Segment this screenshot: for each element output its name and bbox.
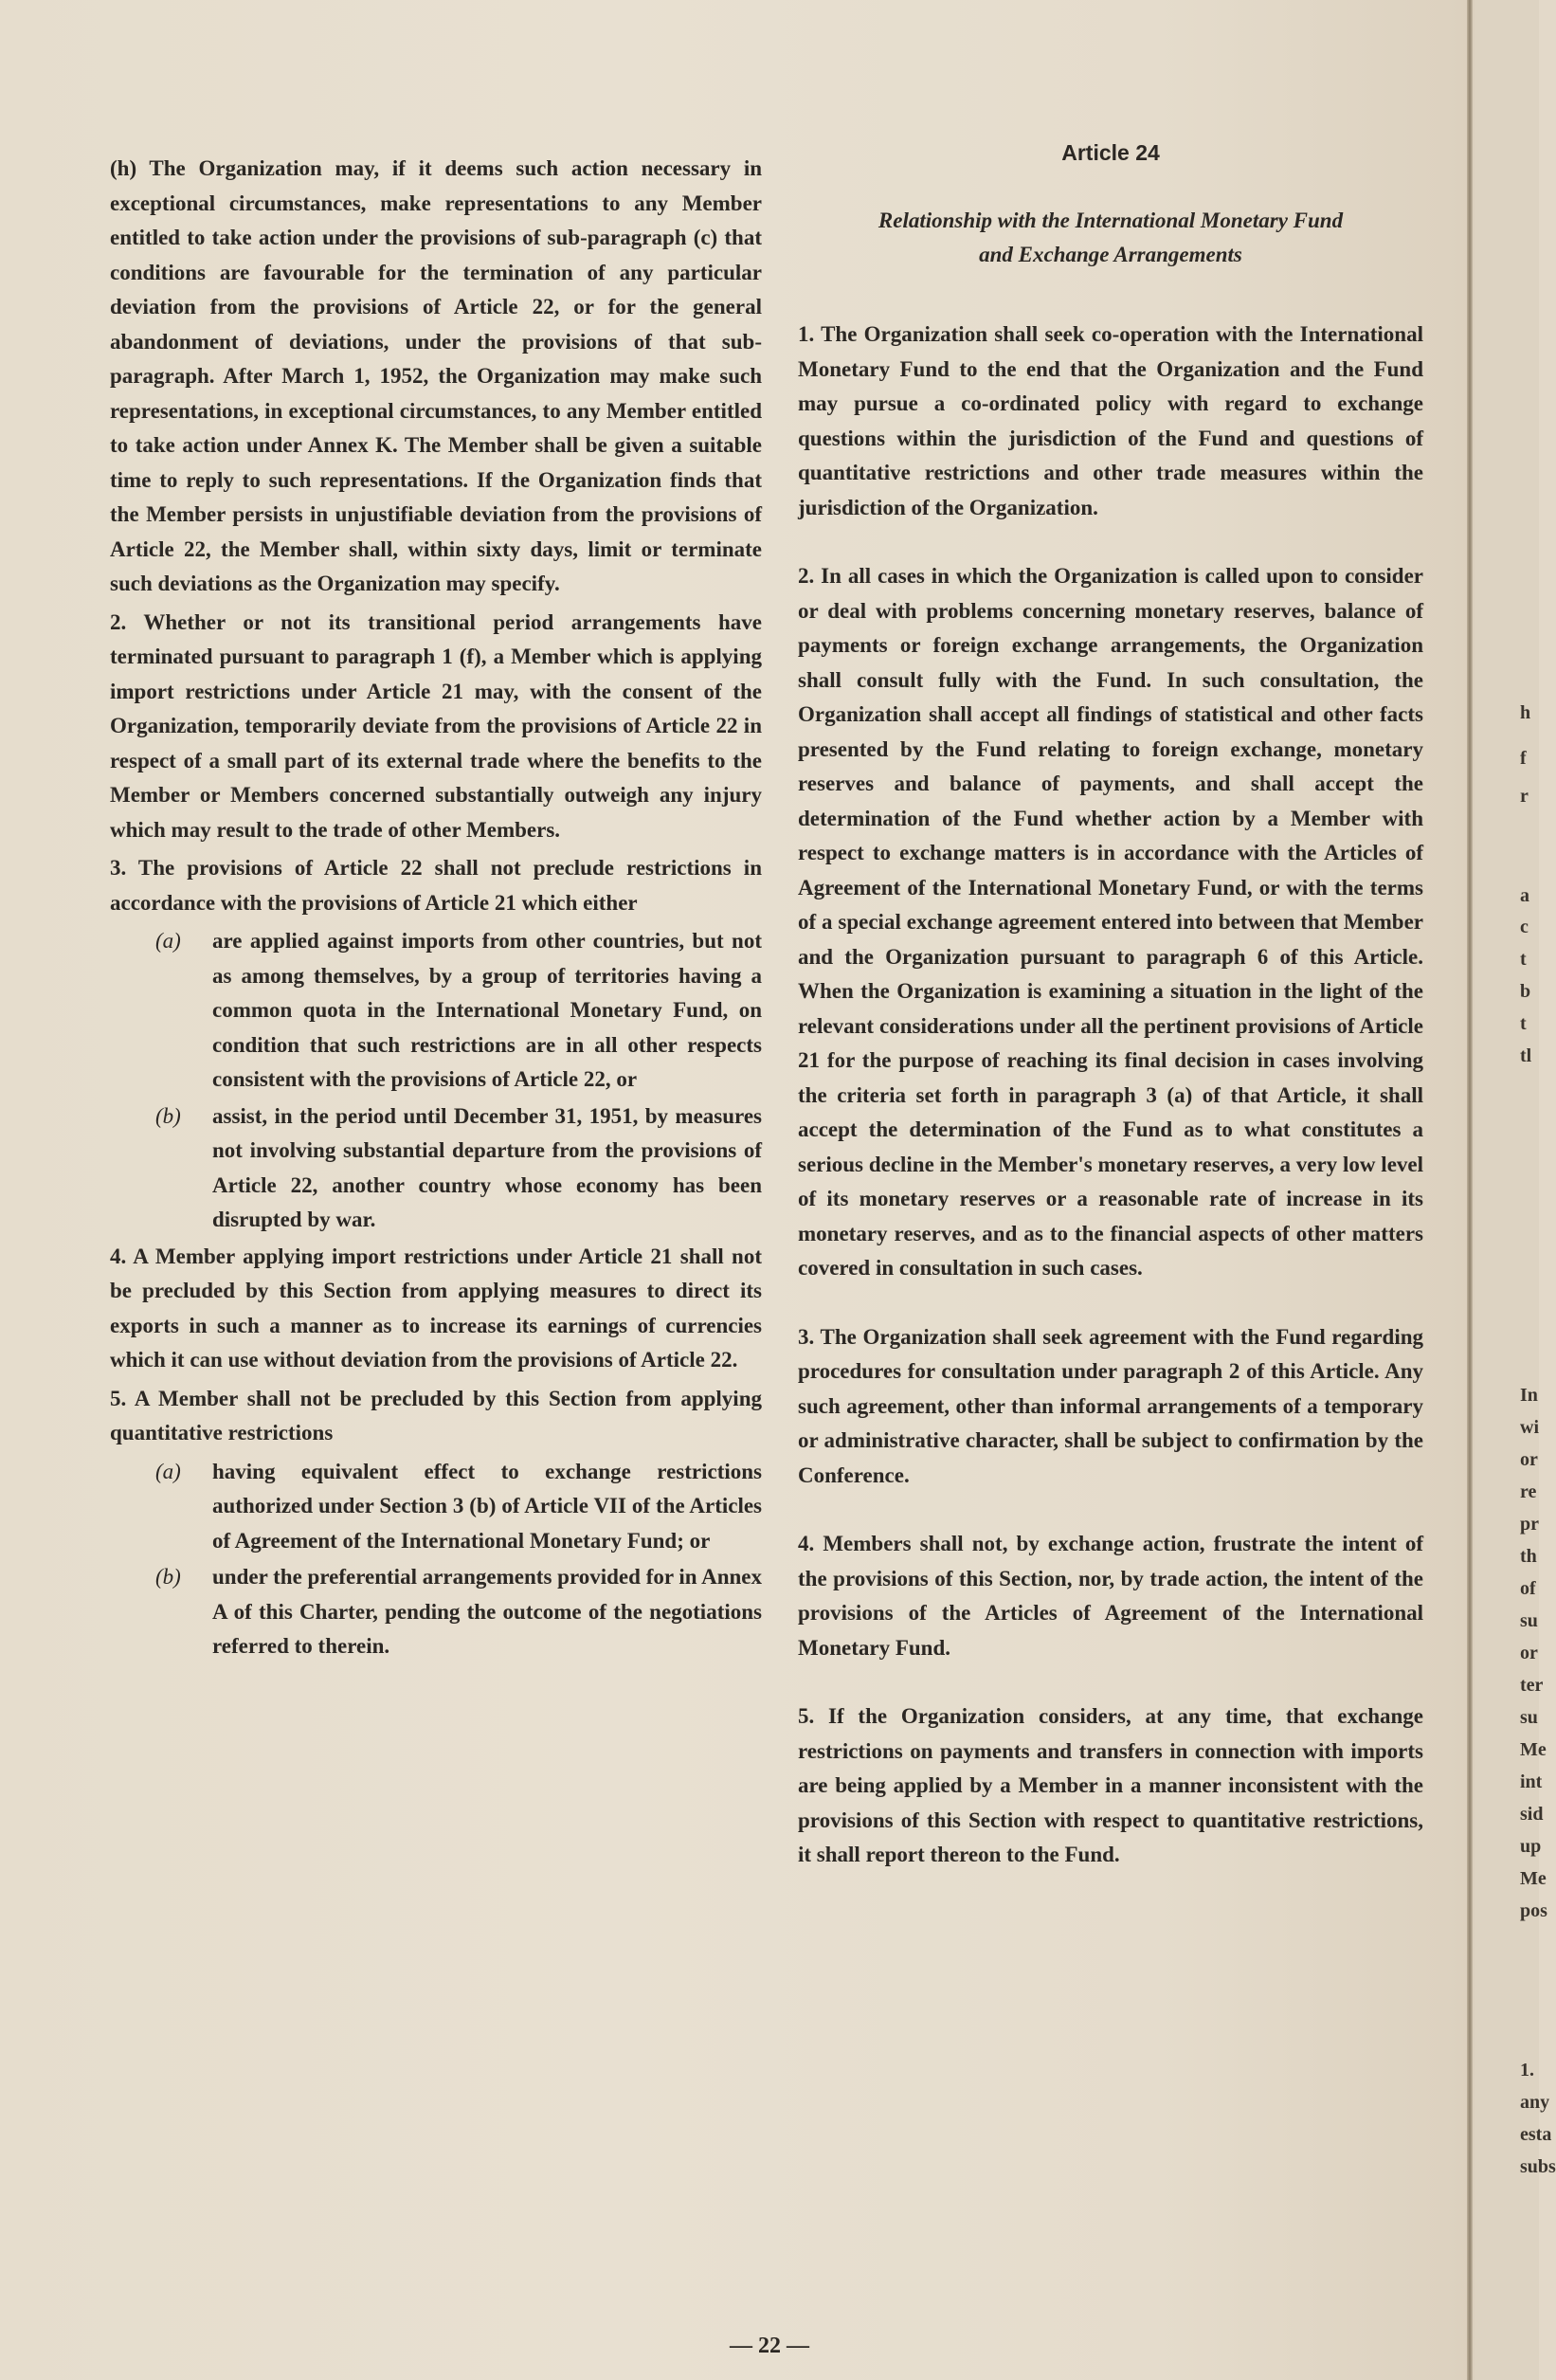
item-text: having equivalent effect to exchange restrictions authorized under Section 3 (b) of Article VII of the Articles of Agreement of the International Monetary Fund; or xyxy=(212,1459,762,1553)
adjacent-fragment: esta xyxy=(1520,2124,1552,2145)
adjacent-fragment: t xyxy=(1520,1013,1527,1034)
adjacent-fragment: su xyxy=(1520,1610,1538,1631)
paragraph-3: 3. The provisions of Article 22 shall not preclude restrictions in accordance with the provisions of Article 21 which either xyxy=(110,856,762,915)
article-paragraph-5: 5. If the Organization considers, at any time, that exchange restrictions on payments and transfers in connection with imports are being applied by a Member in a manner inconsistent with the provisions of this Section with respect to quantitative restrictions, it shall report thereon to the Fund. xyxy=(798,1704,1423,1866)
article-paragraph-3: 3. The Organization shall seek agreement with the Fund regarding procedures for consultation under paragraph 2 of this Article. Any such agreement, other than informal arrangements of a temporary or administrative character, shall be subject to confirmation by the Conference. xyxy=(798,1324,1423,1487)
adjacent-fragment: r xyxy=(1520,786,1529,807)
paragraph-5: 5. A Member shall not be precluded by this Section from applying quantitative restrictions xyxy=(110,1386,762,1444)
adjacent-fragment: or xyxy=(1520,1643,1538,1663)
article-paragraph-4: 4. Members shall not, by exchange action, frustrate the intent of the provisions of this Section, nor, by trade action, the intent of the provisions of the Articles of Agreement of the International Monetary Fund. xyxy=(798,1532,1423,1660)
item-text: assist, in the period until December 31, 1951, by measures not involving substantial departure from the provisions of Article 22, another country whose economy has been disrupted by war. xyxy=(212,1103,762,1231)
adjacent-fragment: In xyxy=(1520,1385,1538,1406)
article-subheading xyxy=(798,204,1423,272)
paragraph-5-item-b xyxy=(155,1560,762,1664)
paragraph-4: 4. A Member applying import restrictions under Article 21 shall not be precluded by this Section from applying measures to direct its exports in such a manner as to increase its earnings of currencies which it can use without deviation from the provisions of Article 22. xyxy=(110,1244,762,1372)
adjacent-fragment: t xyxy=(1520,949,1527,970)
adjacent-fragment: ter xyxy=(1520,1675,1544,1696)
adjacent-fragment: 1. xyxy=(1520,2060,1534,2080)
subheading-line-2: and Exchange Arrangements xyxy=(979,243,1242,266)
adjacent-fragment: b xyxy=(1520,981,1531,1002)
adjacent-fragment: sid xyxy=(1520,1804,1544,1825)
adjacent-fragment: pos xyxy=(1520,1900,1547,1921)
adjacent-page-edge xyxy=(1475,0,1556,2380)
adjacent-fragment: tl xyxy=(1520,1045,1532,1066)
item-marker: (a) xyxy=(155,1459,181,1483)
adjacent-fragment: subs xyxy=(1520,2156,1556,2177)
article-paragraph-1: 1. The Organization shall seek co-operation with the International Monetary Fund to the end that the Organization and the Fund may pursue a co-ordinated policy with regard to exchange questions within the jurisdiction of the Fund and questions of quantitative restrictions and other trade measures within the jurisdiction of the Organization. xyxy=(798,322,1423,519)
adjacent-fragment: or xyxy=(1520,1449,1538,1470)
binding-fold xyxy=(1467,0,1473,2380)
paragraph-3-item-b xyxy=(155,1099,762,1238)
adjacent-fragment: su xyxy=(1520,1707,1538,1728)
left-column xyxy=(110,152,762,1666)
item-marker: (b) xyxy=(155,1103,181,1128)
adjacent-fragment: h xyxy=(1520,702,1531,723)
adjacent-fragment: c xyxy=(1520,917,1529,937)
item-marker: (a) xyxy=(155,929,181,953)
paragraph-2: 2. Whether or not its transitional period arrangements have terminated pursuant to paragraph 1 (f), a Member which is applying import restrictions under Article 21 may, with the consent of the Organization, temporarily deviate from the provisions of Article 22 in respect of a small part of its external trade where the benefits to the Member or Members concerned substantially outweigh any injury which may result to the trade of other Members. xyxy=(110,609,762,842)
adjacent-fragment: wi xyxy=(1520,1417,1539,1438)
paragraph-3-item-a xyxy=(155,924,762,1098)
page-number: — 22 — xyxy=(730,2334,809,2358)
adjacent-fragment: of xyxy=(1520,1578,1536,1599)
article-heading: Article 24 xyxy=(1061,140,1160,165)
adjacent-fragment: any xyxy=(1520,2092,1550,2113)
adjacent-fragment: re xyxy=(1520,1481,1537,1502)
adjacent-fragment: int xyxy=(1520,1771,1543,1792)
item-marker: (b) xyxy=(155,1565,181,1589)
adjacent-fragment: Me xyxy=(1520,1739,1547,1760)
adjacent-fragment: f xyxy=(1520,748,1527,769)
article-paragraph-2: 2. In all cases in which the Organization is called upon to consider or deal with problems concerning monetary reserves, balance of payments or foreign exchange arrangements, the Organization shall consult fully with the Fund. In such consultation, the Organization shall accept all findings of statistical and other facts presented by the Fund relating to foreign exchange, monetary reserves and balance of payments, and shall accept the determination of the Fund whether action by a Member with respect to exchange matters is in accordance with the Articles of Agreement of the International Monetary Fund, or with the terms of a special exchange agreement entered into between that Member and the Organization pursuant to paragraph 6 of this Article. When the Organization is examining a situation in the light of the relevant considerations under all the pertinent provisions of Article 21 for the purpose of reaching its final decision in cases involving the criteria set forth in paragraph 3 (a) of that Article, it shall accept the determination of the Fund as to what constitutes a serious decline in the Member's monetary reserves, a very low level of its monetary reserves or a reasonable rate of increase in its monetary reserves, and as to the financial aspects of other matters covered in consultation in such cases. xyxy=(798,564,1423,1280)
adjacent-fragment: a xyxy=(1520,885,1529,906)
adjacent-fragment: Me xyxy=(1520,1868,1547,1889)
item-text: under the preferential arrangements provided for in Annex A of this Charter, pending the outcome of the negotiations referred to therein. xyxy=(212,1565,762,1658)
item-text: are applied against imports from other countries, but not as among themselves, by a group of territories having a common quota in the International Monetary Fund, on condition that such restrictions are in all other respects consistent with the provisions of Article 22, or xyxy=(212,929,762,1091)
adjacent-fragment: pr xyxy=(1520,1514,1539,1535)
adjacent-fragment: th xyxy=(1520,1546,1537,1567)
paragraph-5-item-a xyxy=(155,1455,762,1559)
adjacent-fragment: up xyxy=(1520,1836,1542,1857)
paragraph-h: (h) The Organization may, if it deems such action necessary in exceptional circumstances, make representations to any Member entitled to take action under the provisions of sub-paragraph (c) that conditions are favourable for the termination of any particular deviation from the provisions of Article 22, or for the general abandonment of deviations, under the provisions of that sub-paragraph. After March 1, 1952, the Organization may make such representations, in exceptional circumstances, to any Member entitled to take action under Annex K. The Member shall be given a suitable time to reply to such representations. If the Organization finds that the Member persists in unjustifiable deviation from the provisions of Article 22, the Member shall, within sixty days, limit or terminate such deviations as the Organization may specify. xyxy=(110,156,762,595)
right-column xyxy=(798,140,1423,1907)
subheading-line-1: Relationship with the International Monetary Fund xyxy=(878,209,1344,232)
